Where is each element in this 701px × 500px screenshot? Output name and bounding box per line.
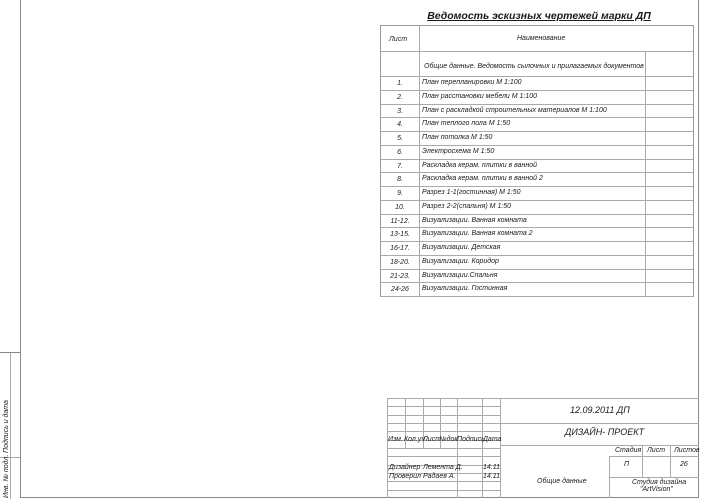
row-sheet-name: Визуализации.Спальня	[422, 271, 498, 279]
row-sheet-number: 10.	[395, 203, 405, 211]
table-row	[381, 255, 693, 269]
row-sheet-name: Визуализации. Гостинная	[422, 285, 508, 293]
table-row	[381, 145, 693, 159]
row-sheet-number: 21-23.	[390, 272, 410, 280]
row-sheet-name: Электросхема М 1:50	[422, 147, 495, 155]
table-row	[381, 76, 693, 90]
side-inv-label: Инв. № подл.	[3, 454, 10, 498]
project-title: ДИЗАЙН- ПРОЕКТ	[565, 427, 645, 437]
designer-role: Дизайнер	[389, 464, 421, 471]
side-strip	[0, 352, 20, 498]
stamp-head-list: Лист	[423, 436, 442, 443]
table-row	[381, 241, 693, 255]
row-sheet-name: План теплого пола М 1:50	[422, 120, 511, 128]
side-sign-date-label: Подпись и дата	[3, 400, 10, 453]
row-sheet-number: 7.	[397, 162, 403, 170]
table-row	[381, 104, 693, 118]
row-sheet-name: План потолка М 1:50	[422, 134, 493, 141]
row-sheet-number: 4.	[397, 121, 403, 129]
row-sheet-number: 8.	[397, 176, 403, 184]
row-sheet-number: 9.	[397, 190, 403, 197]
row-sheet-name: Раскладка керам. плитки в ванной 2	[422, 175, 543, 183]
row-sheet-name: План перепланировки М 1:100	[422, 79, 522, 86]
row-sheet-name: Разрез 2-2(спальня) М 1:50	[422, 202, 512, 210]
studio-line1: Студия дизайна	[632, 479, 687, 486]
designer-date: 14.11	[483, 464, 500, 471]
row-sheet-number: 16-17.	[390, 245, 410, 252]
row-sheet-number: 24-26	[391, 286, 409, 294]
stamp-head-data: Дата	[483, 436, 502, 443]
studio-line2: "ArtVision"	[640, 486, 673, 493]
table-row	[381, 269, 693, 283]
stamp-head-kol: Кол.уч	[404, 436, 425, 443]
row-sheet-number: 13-15.	[390, 231, 410, 239]
table-row	[381, 172, 693, 186]
checker-role: Проверил	[389, 473, 421, 480]
checker-date: 14.11	[483, 473, 500, 480]
row-sheet-name: План расстановки мебели М 1:100	[422, 92, 538, 100]
general-row-text: Общие данные. Ведомость сылочных и прилагаемых документов	[424, 63, 644, 70]
row-sheet-name: Разрез 1-1(гостинная) М 1:50	[422, 189, 521, 196]
stage-value: П	[624, 461, 630, 468]
title-block	[387, 398, 699, 498]
row-sheet-number: 6.	[397, 148, 403, 156]
stamp-head-izm: Изм.	[388, 436, 403, 443]
sheets-value: 26	[680, 461, 688, 468]
section-name: Общие данные	[537, 478, 587, 485]
row-sheet-name: Визуализации. Коридор	[422, 257, 499, 265]
col-sheet-header: Лист	[389, 36, 408, 43]
stage-label: Стадия	[615, 447, 642, 454]
designer-name: Лемента Д.	[423, 464, 463, 471]
row-sheet-name: Визуализации. Ванная комната	[422, 216, 527, 224]
row-sheet-name: Визуализации. Детская	[422, 244, 501, 251]
row-sheet-number: 3.	[397, 107, 403, 115]
row-sheet-name: Визуализации. Ванная комната 2	[422, 230, 533, 238]
row-sheet-number: 5.	[397, 135, 403, 142]
stamp-head-ndok: №док	[439, 436, 458, 443]
table-row	[381, 214, 693, 228]
row-sheet-name: Раскладка керам. плитки в ванной	[422, 161, 538, 169]
stamp-head-podp: Подпись	[457, 436, 485, 443]
sheets-label: Листов	[674, 447, 700, 454]
checker-name: Радаев А.	[423, 473, 456, 480]
table-row	[381, 227, 693, 241]
drawings-table	[380, 25, 694, 297]
table-row	[381, 186, 693, 200]
col-name-header: Наименование	[517, 35, 566, 42]
row-sheet-number: 18-20.	[390, 258, 410, 266]
table-row	[381, 90, 693, 104]
table-row	[381, 131, 693, 145]
table-row	[381, 117, 693, 131]
table-row	[381, 200, 693, 214]
sheet-title: Ведомость эскизных чертежей марки ДП	[427, 10, 651, 22]
table-row	[381, 282, 693, 296]
sheet-label: Лист	[647, 447, 666, 454]
row-sheet-number: 11-12.	[390, 217, 410, 225]
document-code: 12.09.2011 ДП	[570, 405, 630, 415]
row-sheet-number: 2.	[397, 93, 403, 101]
table-row	[381, 159, 693, 173]
row-sheet-number: 1.	[397, 80, 403, 87]
row-sheet-name: План с раскладкой строительных материалов М 1:100	[422, 106, 607, 114]
